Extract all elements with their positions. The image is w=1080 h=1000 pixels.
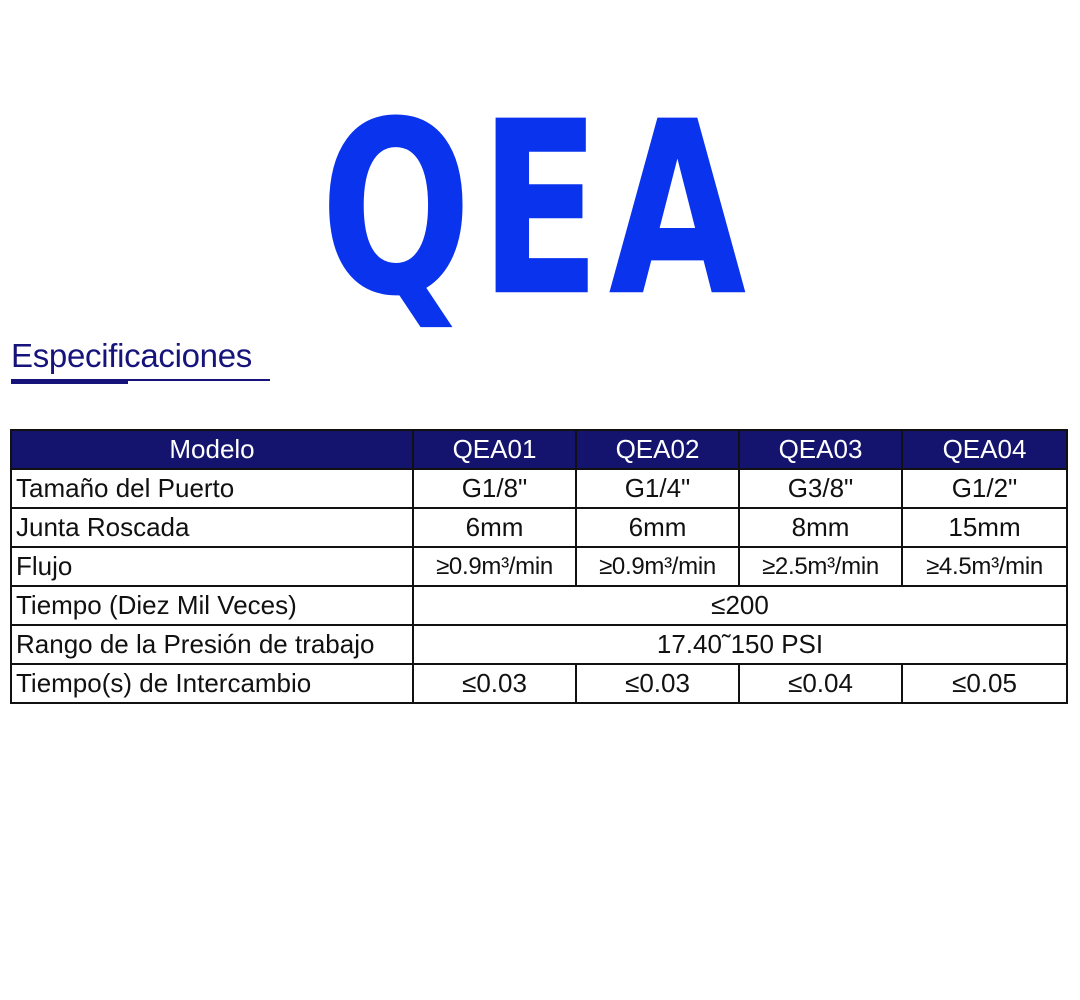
- header-model-qea03: QEA03: [739, 430, 902, 469]
- table-cell: ≥4.5m³/min: [902, 547, 1067, 586]
- specifications-table: [10, 429, 1068, 704]
- header-model-qea04: QEA04: [902, 430, 1067, 469]
- table-cell: ≥0.9m³/min: [576, 547, 739, 586]
- table-cell: ≤0.04: [739, 664, 902, 703]
- row-label: Rango de la Presión de trabajo: [11, 625, 413, 664]
- table-row-flow: [11, 547, 1067, 586]
- row-label: Junta Roscada: [11, 508, 413, 547]
- row-label: Flujo: [11, 547, 413, 586]
- table-cell: 6mm: [576, 508, 739, 547]
- row-label: Tiempo (Diez Mil Veces): [11, 586, 413, 625]
- table-cell: 15mm: [902, 508, 1067, 547]
- table-cell-merged: 17.40˜150 PSI: [413, 625, 1067, 664]
- table-cell: ≤0.05: [902, 664, 1067, 703]
- table-cell: ≤0.03: [413, 664, 576, 703]
- heading-underline-accent: [11, 379, 128, 384]
- section-heading: Especificaciones: [11, 337, 252, 374]
- table-cell: ≤0.03: [576, 664, 739, 703]
- table-row-pressure-range: [11, 625, 1067, 664]
- table-cell: ≥0.9m³/min: [413, 547, 576, 586]
- table-cell: ≥2.5m³/min: [739, 547, 902, 586]
- row-label: Tamaño del Puerto: [11, 469, 413, 508]
- header-model-qea01: QEA01: [413, 430, 576, 469]
- table-cell: 8mm: [739, 508, 902, 547]
- table-cell: G1/8": [413, 469, 576, 508]
- table-row-lifetime: [11, 586, 1067, 625]
- table-header-row: [11, 430, 1067, 469]
- table-cell: G1/4": [576, 469, 739, 508]
- header-model-qea02: QEA02: [576, 430, 739, 469]
- table-row-port-size: [11, 469, 1067, 508]
- table-cell: 6mm: [413, 508, 576, 547]
- table-cell: G3/8": [739, 469, 902, 508]
- table-row-threaded-joint: [11, 508, 1067, 547]
- table-row-switch-time: [11, 664, 1067, 703]
- product-title: QEA: [320, 69, 754, 349]
- row-label: Tiempo(s) de Intercambio: [11, 664, 413, 703]
- header-model-label: Modelo: [11, 430, 413, 469]
- table-cell-merged: ≤200: [413, 586, 1067, 625]
- table-cell: G1/2": [902, 469, 1067, 508]
